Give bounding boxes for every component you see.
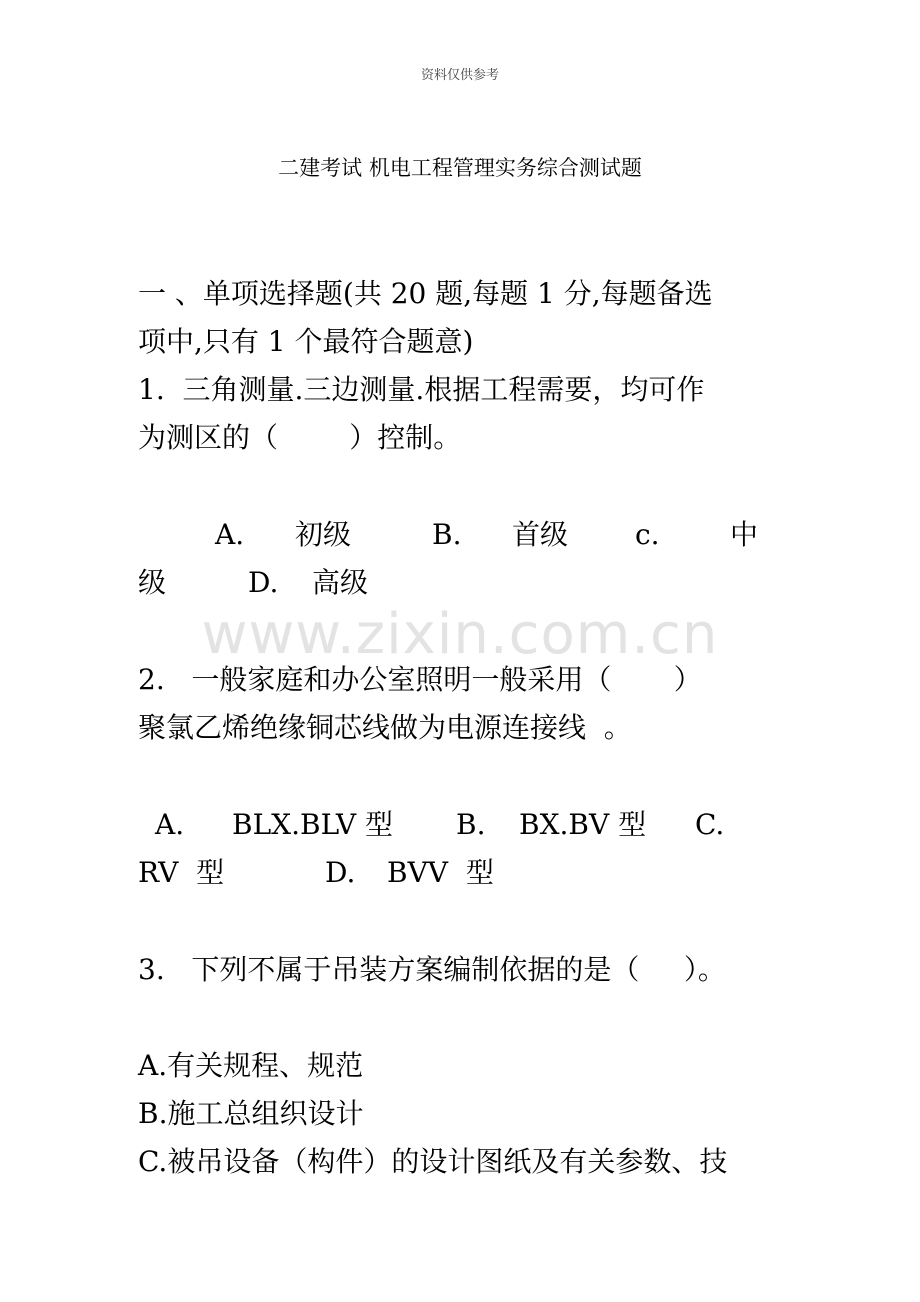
q1-option-a-text: 初级 <box>295 518 352 551</box>
document-title: 二建考试 机电工程管理实务综合测试题 <box>278 156 642 180</box>
q2-option-b-text: BX.BV 型 <box>519 808 647 841</box>
watermark: www.zixin.com.cn <box>201 602 719 667</box>
q2-option-a-label: A. <box>155 808 185 841</box>
q2-option-d-text: BVV 型 <box>387 856 494 889</box>
q3-option-b: B.施工总组织设计 <box>138 1097 364 1130</box>
question-1-stem-line2: 为测区的（ ）控制。 <box>138 421 462 454</box>
page-header: 资料仅供参考 <box>420 68 499 83</box>
q1-option-c-text-part1: 中 <box>730 518 759 551</box>
q1-option-b-label: B. <box>432 518 462 551</box>
q1-option-d-label: D. <box>248 566 279 599</box>
q2-option-d-label: D. <box>325 856 356 889</box>
q2-option-a-text: BLX.BLV 型 <box>232 808 393 841</box>
section-heading-line1: 一 、单项选择题(共 20 题,每题 1 分,每题备选 <box>138 277 713 310</box>
q1-option-c-label: c. <box>635 518 660 551</box>
q2-option-c-text: RV 型 <box>138 856 225 889</box>
question-3-stem-line1: 3. 下列不属于吊装方案编制依据的是（ ）。 <box>138 953 726 986</box>
question-2-stem-line1: 2. 一般家庭和办公室照明一般采用（ ） <box>138 663 702 696</box>
q1-option-d-text: 高级 <box>312 566 369 599</box>
q1-option-b-text: 首级 <box>512 518 569 551</box>
q1-option-c-text-part2: 级 <box>138 566 167 599</box>
question-1-stem-line1: 1. 三角测量.三边测量.根据工程需要，均可作 <box>138 373 705 406</box>
q2-option-b-label: B. <box>456 808 486 841</box>
section-heading-line2: 项中,只有 1 个最符合题意) <box>138 325 474 358</box>
q1-option-a-label: A. <box>215 518 245 551</box>
q2-option-c-label: C. <box>695 808 725 841</box>
q3-option-a: A.有关规程、规范 <box>138 1049 364 1082</box>
question-2-stem-line2: 聚氯乙烯绝缘铜芯线做为电源连接线 。 <box>138 711 632 744</box>
q3-option-c: C.被吊设备（构件）的设计图纸及有关参数、技 <box>138 1145 728 1178</box>
